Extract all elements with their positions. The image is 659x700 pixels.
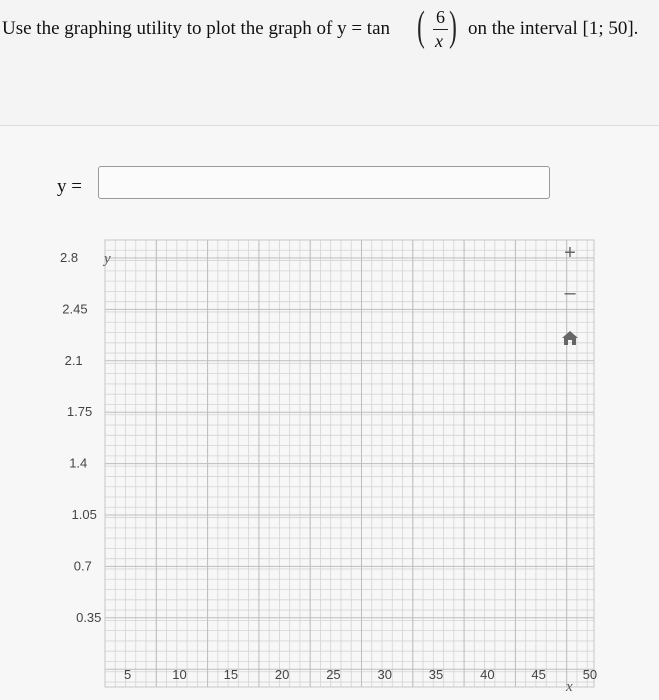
x-tick-label: 10 [172,667,187,682]
y-tick-label: 1.4 [69,455,88,471]
x-tick-label: 20 [274,667,290,682]
x-tick-label: 30 [377,667,392,682]
x-tick-label: 15 [223,667,239,682]
home-icon [561,330,579,346]
y-tick-label: 2.8 [60,250,79,265]
reset-view-button[interactable] [558,328,582,352]
x-tick-label: 45 [531,667,546,682]
y-tick-label: 2.1 [64,352,83,368]
right-paren: ) [449,4,457,50]
question-prefix: Use the graphing utility to plot the graph of y = tan [2,18,391,39]
fraction-denominator: x [435,31,443,51]
zoom-in-button[interactable]: + [558,241,582,265]
question-suffix: on the interval [1; 50]. [468,18,639,39]
y-tick-label: 2.45 [62,301,88,317]
y-axis-label: y [104,251,111,267]
x-tick-label: 40 [480,667,495,682]
y-tick-label: 1.05 [71,507,97,522]
x-axis-label: x [566,679,573,695]
x-tick-label: 35 [428,667,444,682]
y-tick-label: 0.35 [76,609,102,625]
y-tick-labels [60,250,101,625]
answer-label: y = [57,176,82,197]
x-tick-label: 25 [326,667,341,682]
x-tick-label: 50 [582,667,598,682]
grid [105,240,594,687]
fraction-numerator: 6 [436,7,445,27]
left-paren: ( [417,4,425,50]
y-tick-label: 0.7 [73,558,92,574]
x-tick-label: 5 [124,667,132,682]
y-tick-label: 1.75 [66,404,93,420]
zoom-out-button[interactable]: – [558,281,582,305]
